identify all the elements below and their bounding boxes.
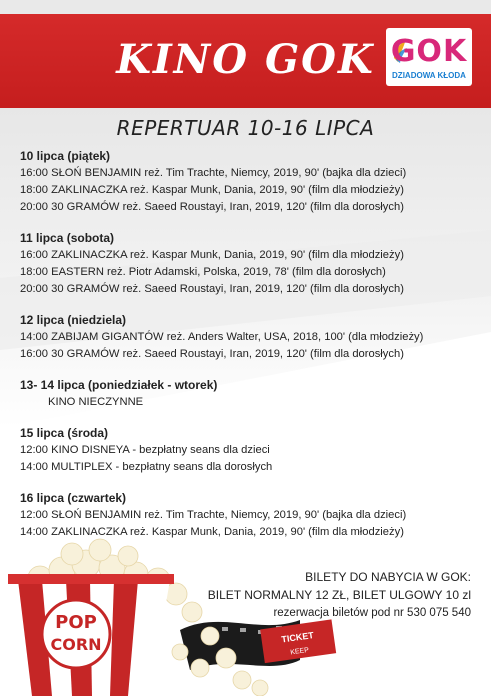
- logo-text: GOK: [390, 34, 468, 69]
- closed-notice: KINO NIECZYNNE: [48, 396, 144, 408]
- screening: 16:00 SŁOŃ BENJAMIN reż. Tim Trachte, Niemcy, 2019, 90' (bajka dla dzieci): [20, 167, 407, 179]
- logo-subtext: DZIADOWA KŁODA: [392, 71, 466, 80]
- schedule: [20, 148, 485, 555]
- ticket-keep-label: KEEP: [289, 646, 310, 657]
- screening: 14:00 ZABIJAM GIGANTÓW reż. Anders Walter, USA, 2018, 100' (dla młodzieży): [20, 331, 424, 343]
- day-block: [20, 230, 485, 298]
- screening: 12:00 KINO DISNEYA - bezpłatny seans dla dzieci: [20, 444, 270, 456]
- screening: 16:00 30 GRAMÓW reż. Saeed Roustayi, Iran, 2019, 120' (film dla dorosłych): [20, 348, 404, 360]
- screening: 14:00 MULTIPLEX - bezpłatny seans dla dorosłych: [20, 461, 273, 473]
- cinema-title: KINO GOK: [116, 36, 375, 83]
- day-title: 10 lipca (piątek): [20, 149, 111, 163]
- repertoire-heading: REPERTUAR 10-16 LIPCA: [116, 116, 375, 140]
- top-band: [0, 0, 491, 14]
- reservation-phone: rezerwacja biletów pod nr 530 075 540: [273, 607, 471, 619]
- screening: 20:00 30 GRAMÓW reż. Saeed Roustayi, Iran, 2019, 120' (film dla dorosłych): [20, 283, 404, 295]
- header-banner: [0, 14, 491, 108]
- day-title: 12 lipca (niedziela): [20, 313, 127, 327]
- gok-logo: [386, 28, 472, 86]
- popcorn-label-corn: CORN: [50, 635, 102, 654]
- screening: 12:00 SŁOŃ BENJAMIN reż. Tim Trachte, Niemcy, 2019, 90' (bajka dla dzieci): [20, 509, 407, 521]
- screening: 18:00 EASTERN reż. Piotr Adamski, Polska, 2019, 78' (film dla dorosłych): [20, 266, 386, 278]
- day-block: [20, 377, 485, 411]
- day-block: [20, 490, 485, 541]
- screening: 16:00 ZAKLINACZKA reż. Kaspar Munk, Dania, 2019, 90' (film dla młodzieży): [20, 249, 404, 261]
- ticket-prices: BILET NORMALNY 12 ZŁ, BILET ULGOWY 10 zl: [207, 588, 471, 602]
- ticket-info: [200, 568, 491, 628]
- day-title: 11 lipca (sobota): [20, 231, 115, 245]
- day-title: 16 lipca (czwartek): [20, 491, 127, 505]
- day-block: [20, 148, 485, 216]
- day-block: [20, 312, 485, 363]
- day-title: 13- 14 lipca (poniedziałek - wtorek): [20, 378, 218, 392]
- ticket-info-heading: BILETY DO NABYCIA W GOK:: [305, 570, 471, 584]
- ticket-label: TICKET: [280, 630, 315, 645]
- day-block: [20, 425, 485, 476]
- screening: 18:00 ZAKLINACZKA reż. Kaspar Munk, Dania, 2019, 90' (film dla młodzieży): [20, 184, 404, 196]
- screening: 20:00 30 GRAMÓW reż. Saeed Roustayi, Iran, 2019, 120' (film dla dorosłych): [20, 201, 404, 213]
- popcorn-label-pop: POP: [55, 612, 97, 633]
- screening: 14:00 ZAKLINACZKA reż. Kaspar Munk, Dania, 2019, 90' (film dla młodzieży): [20, 526, 404, 538]
- day-title: 15 lipca (środa): [20, 426, 109, 440]
